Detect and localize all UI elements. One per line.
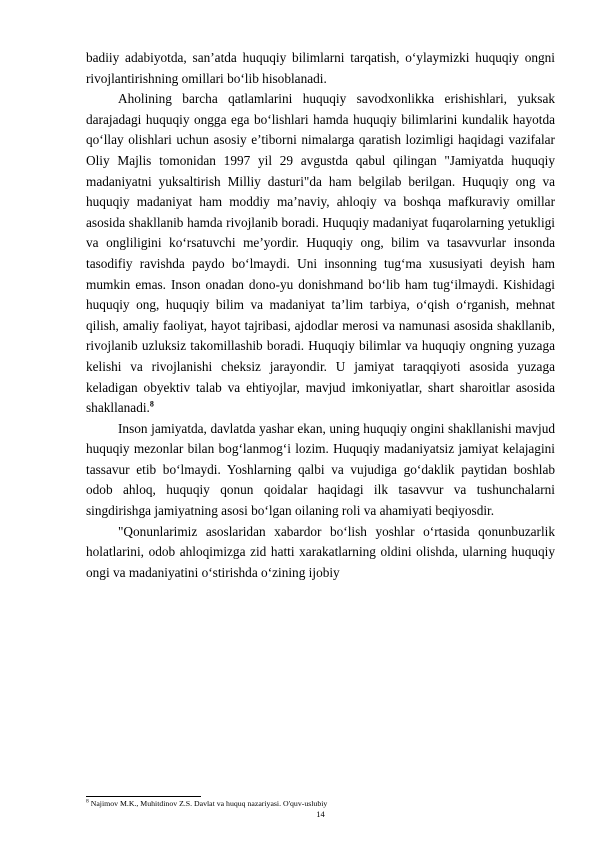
- paragraph-3: [86, 419, 555, 522]
- footnote-marker: 8: [86, 798, 89, 805]
- page-number: 14: [316, 809, 325, 819]
- footnote: [86, 799, 555, 809]
- paragraph-2: [86, 89, 555, 419]
- paragraph-2-text: Aholining barcha qatlamlarini huquqiy savodxonlikka erishishlari, yuksak darajadagi huquqiy ongga ega bo‘lishlari hamda huquqiy bilimlarini kundalik hayotda qo‘llay olishlari uchun asosiy e’tiborni nimalarga qaratish lozimligi haqidagi vazifalar Oliy Majlis tomonidan 1997 yil 29 avgustda qabul qilingan "Jamiyatda huquqiy madaniyatni yuksaltirish Milliy dasturi"da ham belgilab berilgan. Huquqiy ong va huquqiy madaniyat ham moddiy ma’naviy, ahloqiy va boshqa mafkuraviy omillar asosida shakllanib hamda rivojlanib boradi. Huquqiy madaniyat fuqarolarning yetukligi va ongliligini ko‘rsatuvchi me’yordir. Huquqiy ong, bilim va tasavvurlar insonda tasodifiy ravishda paydo bo‘lmaydi. Uni insonning tug‘ma xususiyati deyish ham mumkin emas. Inson onadan dono-yu donishmand bo‘lib ham tug‘ilmaydi. Kishidagi huquqiy ong, huquqiy bilim va madaniyat ta’lim tarbiya, o‘qish o‘rganish, mehnat qilish, amaliy faoliyat, hayot tajribasi, ajdodlar merosi va namunasi asosida shakllanib, rivojlanib uzluksiz takomillashib boradi. Huquqiy bilimlar va huquqiy ongning yuzaga kelishi va rivojlanishi cheksiz jarayondir. U jamiyat taraqqiyoti asosida yuzaga keladigan obyektiv talab va ehtiyojlar, mavjud imkoniyatlar, shart sharoitlar asosida shakllanadi.: [86, 91, 555, 416]
- body-text: [86, 48, 555, 583]
- paragraph-1: [86, 48, 555, 89]
- paragraph-1-text: badiiy adabiyotda, san’atda huquqiy bilimlarni tarqatish, o‘ylaymizki huquqiy ongni rivojlantirishning omillari bo‘lib hisoblanadi.: [86, 50, 555, 86]
- paragraph-4: [86, 522, 555, 584]
- paragraph-4-text: "Qonunlarimiz asoslaridan xabardor bo‘lish yoshlar o‘rtasida qonunbuzarlik holatlarini, odob ahloqimizga zid hatti xarakatlarning oldini olishda, ularning huquqiy ongi va madaniyatini o‘stirishda o‘zining ijobiy: [86, 523, 555, 580]
- paragraph-3-text: Inson jamiyatda, davlatda yashar ekan, uning huquqiy ongini shakllanishi mavjud huquqiy mezonlar bilan bog‘lanmog‘i lozim. Huquqiy madaniyatsiz jamiyat kelajagini tassavur etib bo‘lmaydi. Yoshlarning qalbi va vujudiga go‘daklik paytidan boshlab odob ahloq, huquqiy qonun qoidalar haqidagi ilk tasavvur va tushunchalarni singdirishga jamiyatning asosi bo‘lgan oilaning roli va ahamiyati beqiyosdir.: [86, 420, 555, 519]
- footnote-divider: [86, 796, 201, 797]
- footnote-text: Najimov M.K., Muhitdinov Z.S. Davlat va huquq nazariyasi. O'quv-uslubiy: [90, 799, 328, 808]
- footnote-reference[interactable]: 8: [149, 399, 154, 409]
